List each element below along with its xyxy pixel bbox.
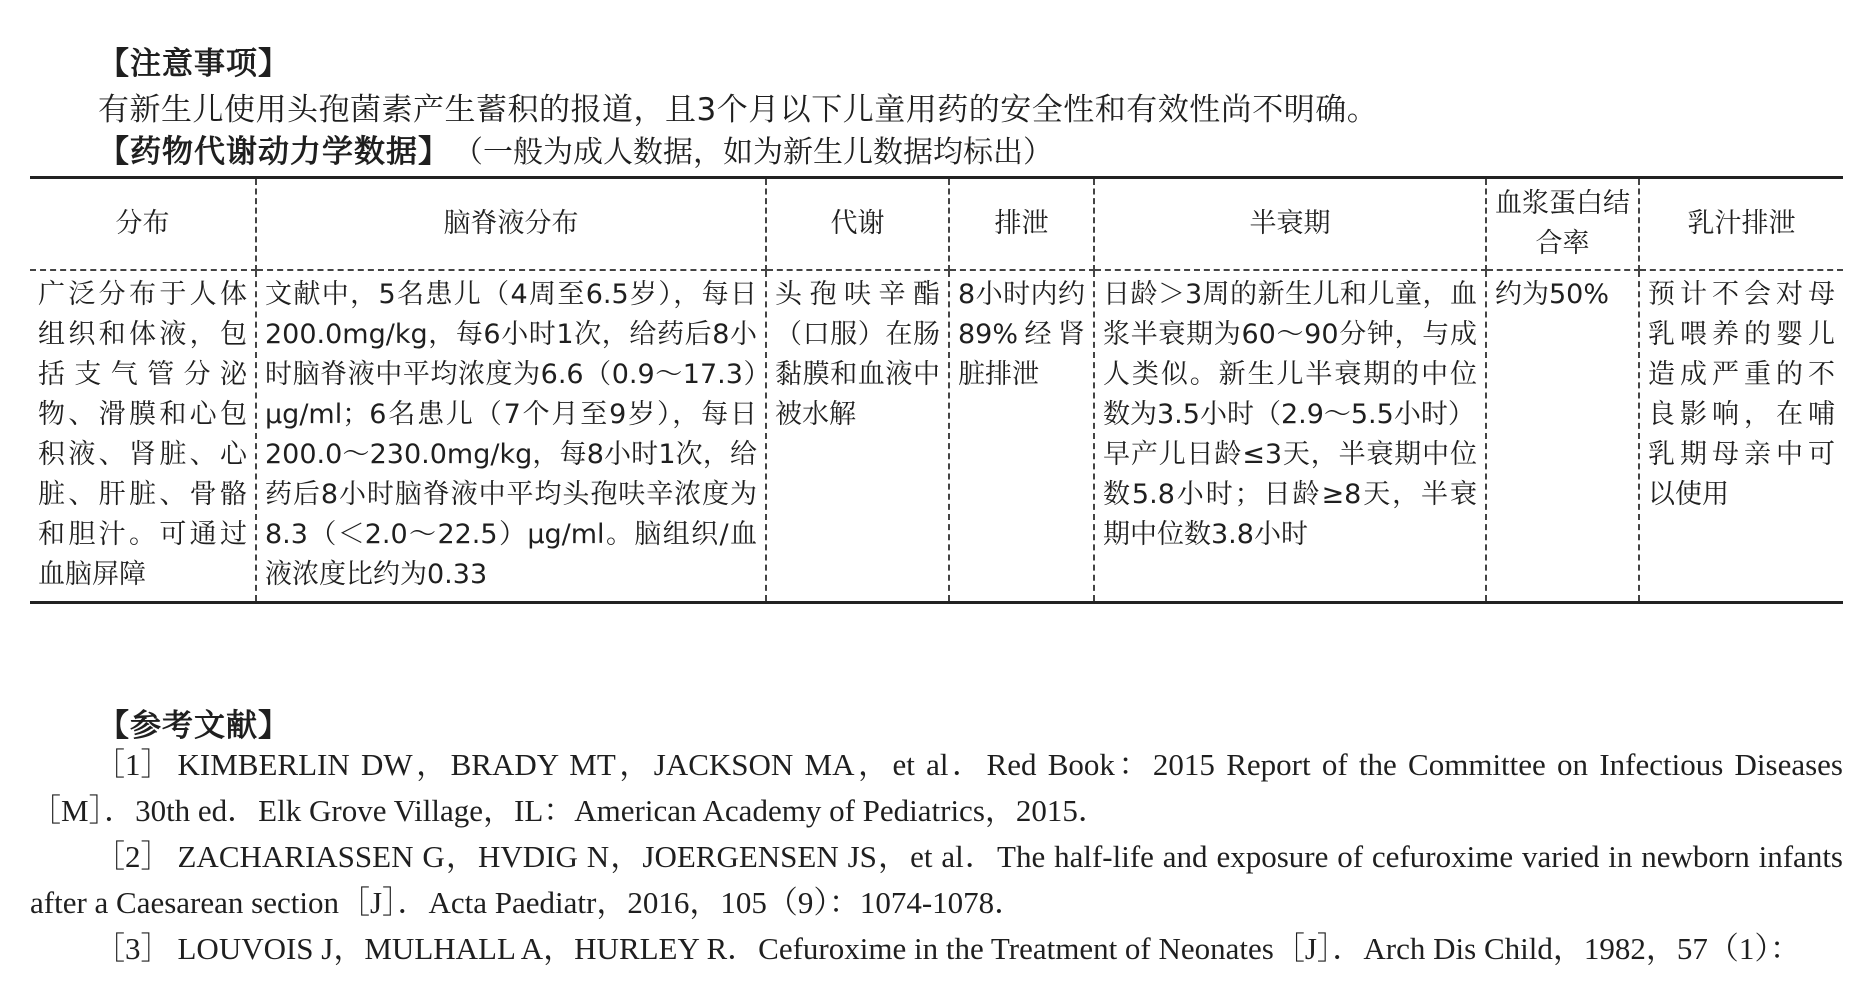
cell-excretion: 8小时内约89%经肾脏排泄 [949, 270, 1094, 603]
cell-csf: 文献中，5名患儿（4周至6.5岁），每日200.0mg/kg，每6小时1次，给药后8小时脑脊液中平均浓度为6.6（0.9～17.3）μg/ml；6名患儿（7个月至9岁），每日200.0～230.0mg/kg，每8小时1次，给药后8小时脑脊液中平均头孢呋辛浓度为8.3（＜2.0～22.5）μg/ml。脑组织/血液浓度比约为0.33 [256, 270, 766, 603]
half-life-paragraph-1: 日龄＞3周的新生儿和儿童，血浆半衰期为60～90分钟，与成人类似。新生儿半衰期的中位数为3.5小时（2.9～5.5小时） [1103, 279, 1477, 430]
header-excretion: 排泄 [949, 178, 1094, 271]
notice-title: 【注意事项】 [98, 46, 290, 82]
header-distribution: 分布 [30, 178, 256, 271]
reference-item [30, 834, 1843, 926]
header-metabolism: 代谢 [766, 178, 949, 271]
table-row [30, 270, 1843, 603]
reference-text: ZACHARIASSEN G，HVDIG N，JOERGENSEN JS，et al．The half-life and exposure of cefuroxime varied in newborn infants after a Caesarean section［J］．Acta Paediatr，2016，105（9）：1074-1078． [30, 839, 1843, 920]
cell-half-life [1094, 270, 1486, 603]
references-title: 【参考文献】 [98, 708, 290, 744]
reference-item [30, 926, 1843, 972]
header-half-life: 半衰期 [1094, 178, 1486, 271]
cell-distribution: 广泛分布于人体组织和体液，包括支气管分泌物、滑膜和心包积液、肾脏、心脏、肝脏、骨骼和胆汁。可通过血脑屏障 [30, 270, 256, 603]
pk-header-row [30, 178, 1843, 271]
reference-text: LOUVOIS J，MULHALL A，HURLEY R．Cefuroxime in the Treatment of Neonates［J］．Arch Dis Child，1982，57（1）： [177, 931, 1801, 966]
reference-text: KIMBERLIN DW，BRADY MT，JACKSON MA，et al．Red Book：2015 Report of the Committee on Infectious Diseases［M］．30th ed．Elk Grove Village，IL：American Academy of Pediatrics，2015． [30, 747, 1843, 828]
pk-note: （一般为成人数据，如为新生儿数据均标出） [468, 135, 1053, 170]
reference-item [30, 742, 1843, 834]
cell-protein-binding: 约为50% [1486, 270, 1639, 603]
half-life-paragraph-2: 早产儿日龄≤3天，半衰期中位数5.8小时；日龄≥8天，半衰期中位数3.8小时 [1103, 439, 1477, 550]
pk-table [30, 176, 1843, 604]
cell-milk: 预计不会对母乳喂养的婴儿造成严重的不良影响，在哺乳期母亲中可以使用 [1639, 270, 1843, 603]
header-milk: 乳汁排泄 [1639, 178, 1843, 271]
header-csf: 脑脊液分布 [256, 178, 766, 271]
cell-metabolism: 头孢呋辛酯（口服）在肠黏膜和血液中被水解 [766, 270, 949, 603]
reference-number: ［3］ [94, 931, 172, 966]
notice-text: 有新生儿使用头孢菌素产生蓄积的报道，且3个月以下儿童用药的安全性和有效性尚不明确。 [98, 92, 1379, 128]
reference-number: ［2］ [94, 839, 172, 874]
reference-number: ［1］ [94, 747, 172, 782]
pk-title: 【药物代谢动力学数据】 [98, 134, 450, 170]
header-protein-binding: 血浆蛋白结合率 [1486, 178, 1639, 271]
pk-heading [98, 126, 1053, 171]
